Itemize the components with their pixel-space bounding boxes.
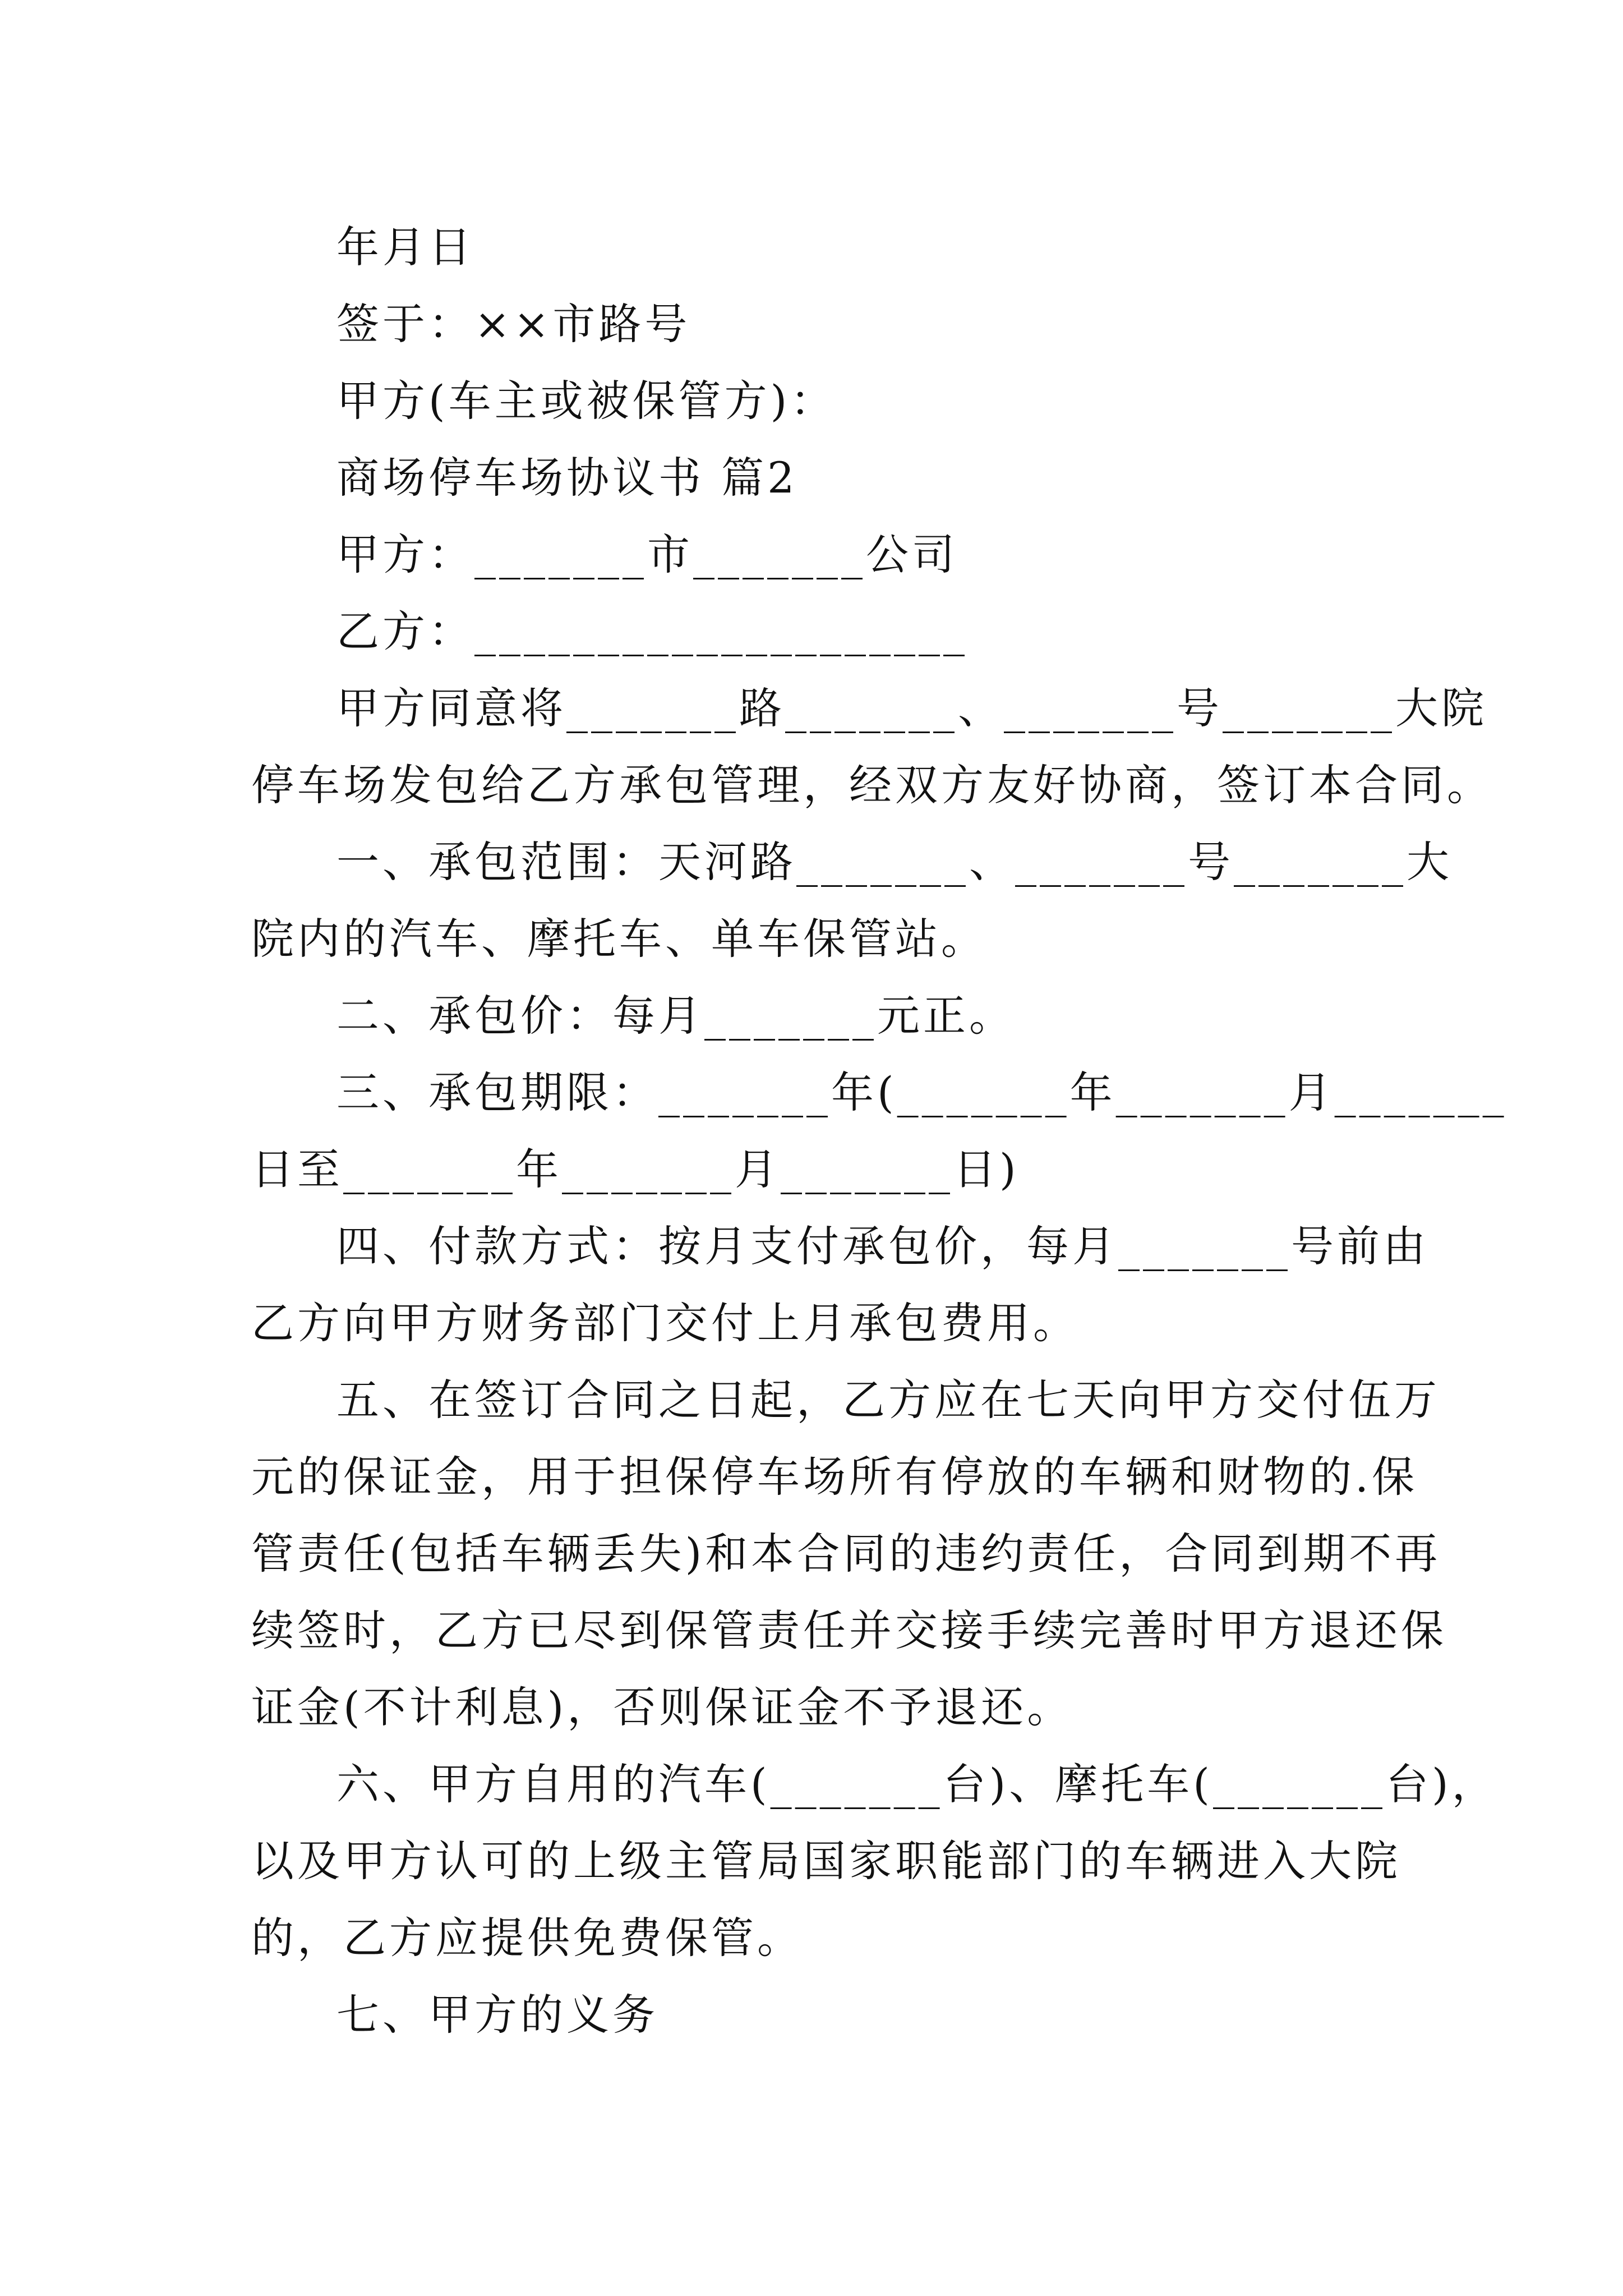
clause-1-line: 院内的汽车、摩托车、单车保管站。 xyxy=(251,914,987,964)
party-b-line: 乙方：____________________ xyxy=(336,606,968,656)
clause-5-line: 证金(不计利息)，否则保证金不予退还。 xyxy=(251,1682,1073,1732)
clause-6-line: 以及甲方认可的上级主管局国家职能部门的车辆进入大院 xyxy=(251,1836,1401,1886)
clause-7-heading: 七、甲方的义务 xyxy=(336,1990,658,2040)
party-a-line: 甲方：_______市_______公司 xyxy=(336,530,958,579)
clause-3-line: 日至_______年_______月_______日) xyxy=(251,1144,1020,1194)
clause-5-line: 续签时，乙方已尽到保管责任并交接手续完善时甲方退还保 xyxy=(251,1605,1447,1655)
paragraph-line: 甲方同意将_______路_______、_______号_______大院 xyxy=(336,683,1487,733)
contract-text xyxy=(251,209,1507,2053)
clause-5-line: 元的保证金，用于担保停车场所有停放的车辆和财物的.保 xyxy=(251,1452,1418,1502)
party-a-owner-line: 甲方(车主或被保管方)： xyxy=(336,376,837,426)
signed-at-line: 签于：××市路号 xyxy=(336,299,691,349)
paragraph-line: 停车场发包给乙方承包管理，经双方友好协商，签订本合同。 xyxy=(251,760,1493,810)
clause-2-line: 二、承包价：每月_______元正。 xyxy=(336,991,1015,1041)
clause-4-line: 四、付款方式：按月支付承包价，每月_______号前由 xyxy=(336,1221,1429,1271)
clause-5-line: 管责任(包括车辆丢失)和本合同的违约责任，合同到期不再 xyxy=(251,1529,1441,1579)
clause-4-line: 乙方向甲方财务部门交付上月承包费用。 xyxy=(251,1298,1079,1348)
clause-6-line: 六、甲方自用的汽车(_______台)、摩托车(_______台)， xyxy=(336,1759,1498,1809)
clause-5-line: 五、在签订合同之日起，乙方应在七天向甲方交付伍万 xyxy=(336,1375,1440,1425)
section-title: 商场停车场协议书 篇2 xyxy=(336,453,798,503)
clause-1-line: 一、承包范围：天河路_______、_______号_______大 xyxy=(336,837,1453,887)
clause-3-line: 三、承包期限：_______年(_______年_______月_______ xyxy=(336,1068,1507,1117)
date-line: 年月日 xyxy=(336,222,474,272)
clause-6-line: 的，乙方应提供免费保管。 xyxy=(251,1913,803,1963)
